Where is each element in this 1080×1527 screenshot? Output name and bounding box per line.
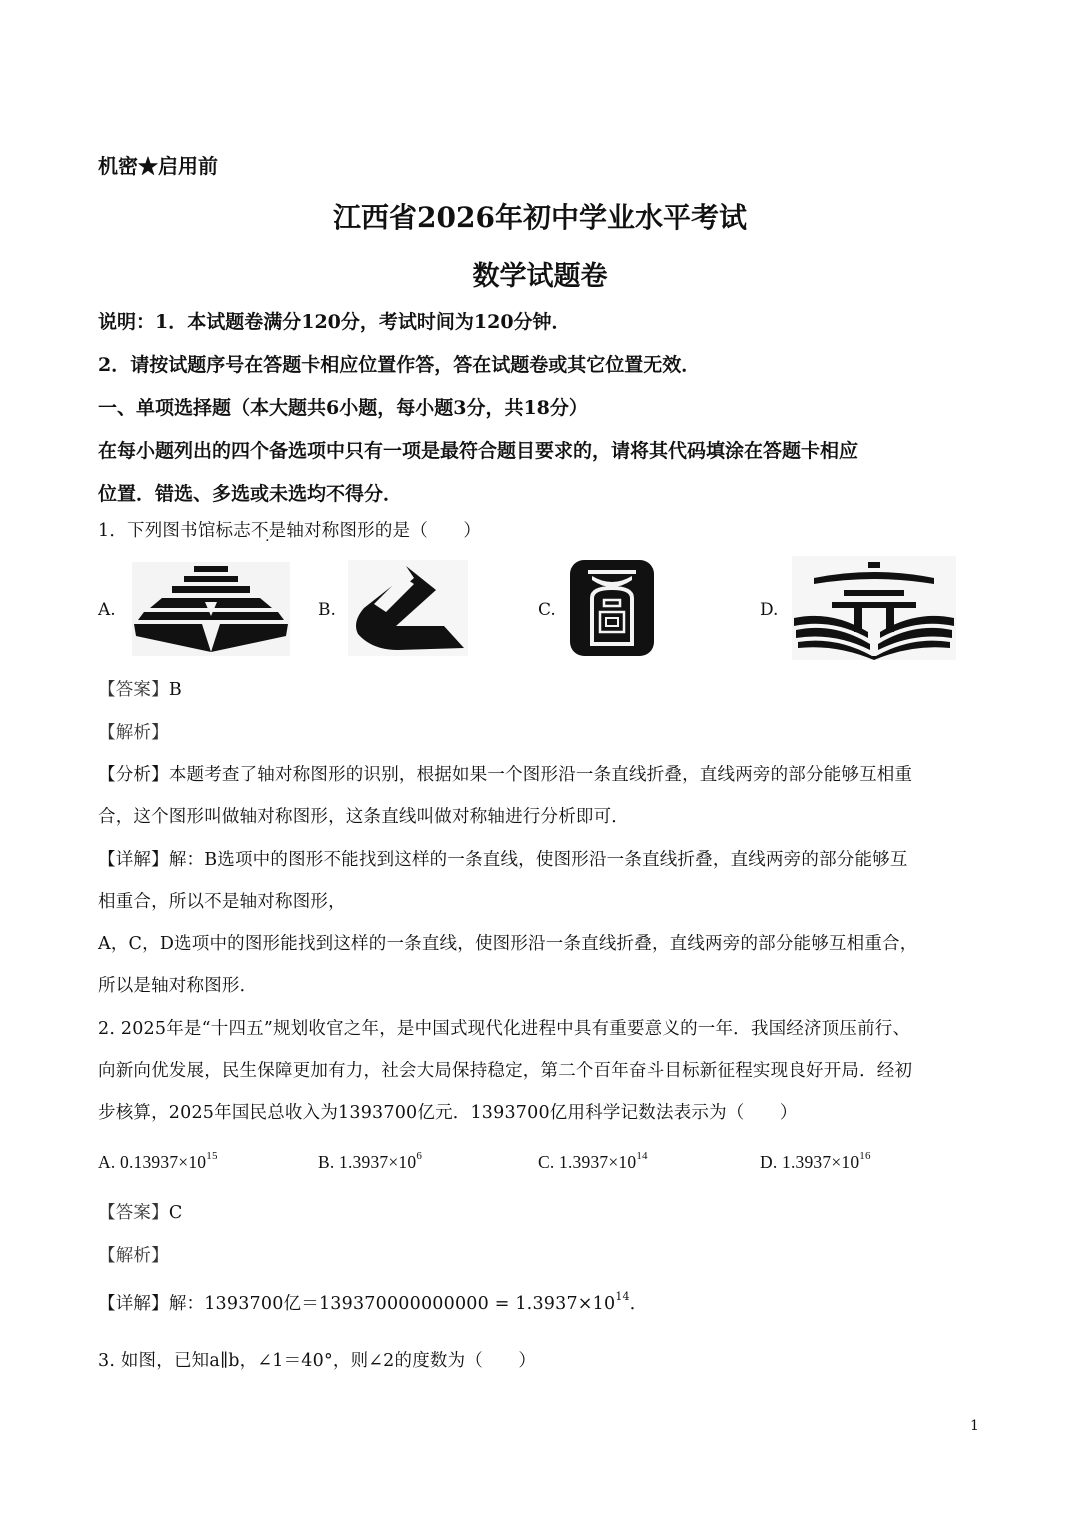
confidential-label: 机密★启用前 bbox=[98, 154, 218, 178]
q2-analysis-tag: 【解析】 bbox=[98, 1246, 169, 1266]
q2-option-d-exp: 16 bbox=[859, 1150, 871, 1162]
q1-detail-text-1: 解：B选项中的图形不能找到这样的一条直线，使图形沿一条直线折叠，直线两旁的部分能够互 bbox=[168, 850, 908, 870]
exam-subtitle: 数学试题卷 bbox=[472, 261, 608, 292]
q2-detail-end: ． bbox=[629, 1294, 648, 1314]
q1-fenxi-line-1 bbox=[98, 761, 912, 786]
q2-option-b-base: 1.3937×10 bbox=[339, 1152, 417, 1172]
q1-stem-emphasis: 不是 bbox=[250, 521, 287, 541]
q1-option-d-label: D. bbox=[760, 600, 779, 620]
q2-option-d bbox=[760, 1150, 871, 1173]
q2-option-a-exp: 15 bbox=[206, 1150, 218, 1162]
q1-answer-row bbox=[98, 676, 182, 701]
exam-title: 江西省2026年初中学业水平考试 bbox=[333, 201, 747, 234]
library-logo-c-image bbox=[570, 560, 654, 656]
q2-detail-exp: 14 bbox=[615, 1290, 630, 1303]
q1-stem-prefix: 1．下列图书馆标志 bbox=[98, 521, 251, 541]
q1-option-b-label: B. bbox=[318, 600, 336, 620]
q2-option-b-label: B. bbox=[318, 1152, 335, 1172]
q2-answer-tag: 【答案】 bbox=[98, 1203, 169, 1223]
q1-detail-line-4: 所以是轴对称图形． bbox=[98, 976, 258, 996]
q2-option-d-base: 1.3937×10 bbox=[782, 1152, 860, 1172]
instruction-line-1: 说明：1．本试题卷满分120分，考试时间为120分钟． bbox=[98, 311, 571, 333]
q2-answer-row bbox=[98, 1199, 182, 1224]
q2-option-a-label: A. bbox=[98, 1152, 116, 1172]
q2-option-c-label: C. bbox=[538, 1152, 555, 1172]
section-desc-line-1: 在每小题列出的四个备选项中只有一项是最符合题目要求的，请将其代码填涂在答题卡相应 bbox=[98, 440, 859, 462]
library-logo-b-image bbox=[348, 560, 468, 656]
q2-answer-value: C bbox=[168, 1203, 183, 1223]
q1-stem bbox=[98, 517, 481, 542]
section-desc-line-2: 位置．错选、多选或未选均不得分． bbox=[98, 483, 403, 505]
q2-detail-text: 解：1393700亿＝139370000000000 = 1.3937×10 bbox=[168, 1294, 616, 1314]
library-logo-d-image bbox=[792, 556, 956, 660]
q1-answer-tag: 【答案】 bbox=[98, 680, 169, 700]
q2-option-b bbox=[318, 1150, 422, 1173]
q3-stem: 3. 如图，已知a∥b，∠1＝40°，则∠2的度数为（ ） bbox=[98, 1351, 537, 1371]
q1-stem-suffix: 轴对称图形的是（ ） bbox=[286, 521, 482, 541]
q1-detail-line-2: 相重合，所以不是轴对称图形， bbox=[98, 892, 346, 912]
q2-detail-row bbox=[98, 1290, 647, 1315]
q1-detail-line-3: A，C，D选项中的图形能找到这样的一条直线，使图形沿一条直线折叠，直线两旁的部分能够互相重合， bbox=[98, 934, 918, 954]
q2-option-c bbox=[538, 1150, 648, 1173]
instruction-line-2: 2．请按试题序号在答题卡相应位置作答，答在试题卷或其它位置无效． bbox=[98, 354, 701, 376]
q2-stem-line-1: 2. 2025年是“十四五”规划收官之年，是中国式现代化进程中具有重要意义的一年．我国经济顶压前行、 bbox=[98, 1019, 911, 1039]
q1-fenxi-text-1: 本题考查了轴对称图形的识别，根据如果一个图形沿一条直线折叠，直线两旁的部分能够互相重 bbox=[168, 765, 913, 785]
q2-option-d-label: D. bbox=[760, 1152, 778, 1172]
q2-stem-line-2: 向新向优发展，民生保障更加有力，社会大局保持稳定，第二个百年奋斗目标新征程实现良好开局．经初 bbox=[98, 1061, 913, 1081]
q1-fenxi-tag: 【分析】 bbox=[98, 765, 169, 785]
q2-option-a bbox=[98, 1150, 218, 1173]
q1-option-c-label: C. bbox=[538, 600, 556, 620]
q1-detail-line-1 bbox=[98, 846, 908, 871]
q1-detail-tag: 【详解】 bbox=[98, 850, 169, 870]
q1-analysis-tag: 【解析】 bbox=[98, 723, 169, 743]
page-number: 1 bbox=[970, 1418, 979, 1434]
q2-option-c-exp: 14 bbox=[636, 1150, 648, 1162]
q1-option-a-label: A. bbox=[98, 600, 116, 620]
section-heading: 一、单项选择题（本大题共6小题，每小题3分，共18分） bbox=[98, 397, 588, 419]
q2-option-c-base: 1.3937×10 bbox=[559, 1152, 637, 1172]
library-logo-a-image bbox=[132, 562, 290, 656]
q1-fenxi-line-2: 合，这个图形叫做轴对称图形，这条直线叫做对称轴进行分析即可． bbox=[98, 807, 629, 827]
q1-answer-value: B bbox=[168, 680, 182, 700]
q2-option-a-base: 0.13937×10 bbox=[120, 1152, 207, 1172]
q2-option-b-exp: 6 bbox=[416, 1150, 423, 1162]
q2-stem-line-3: 步核算，2025年国民总收入为1393700亿元．1393700亿用科学记数法表示为（ ） bbox=[98, 1103, 798, 1123]
q2-detail-tag: 【详解】 bbox=[98, 1294, 169, 1314]
